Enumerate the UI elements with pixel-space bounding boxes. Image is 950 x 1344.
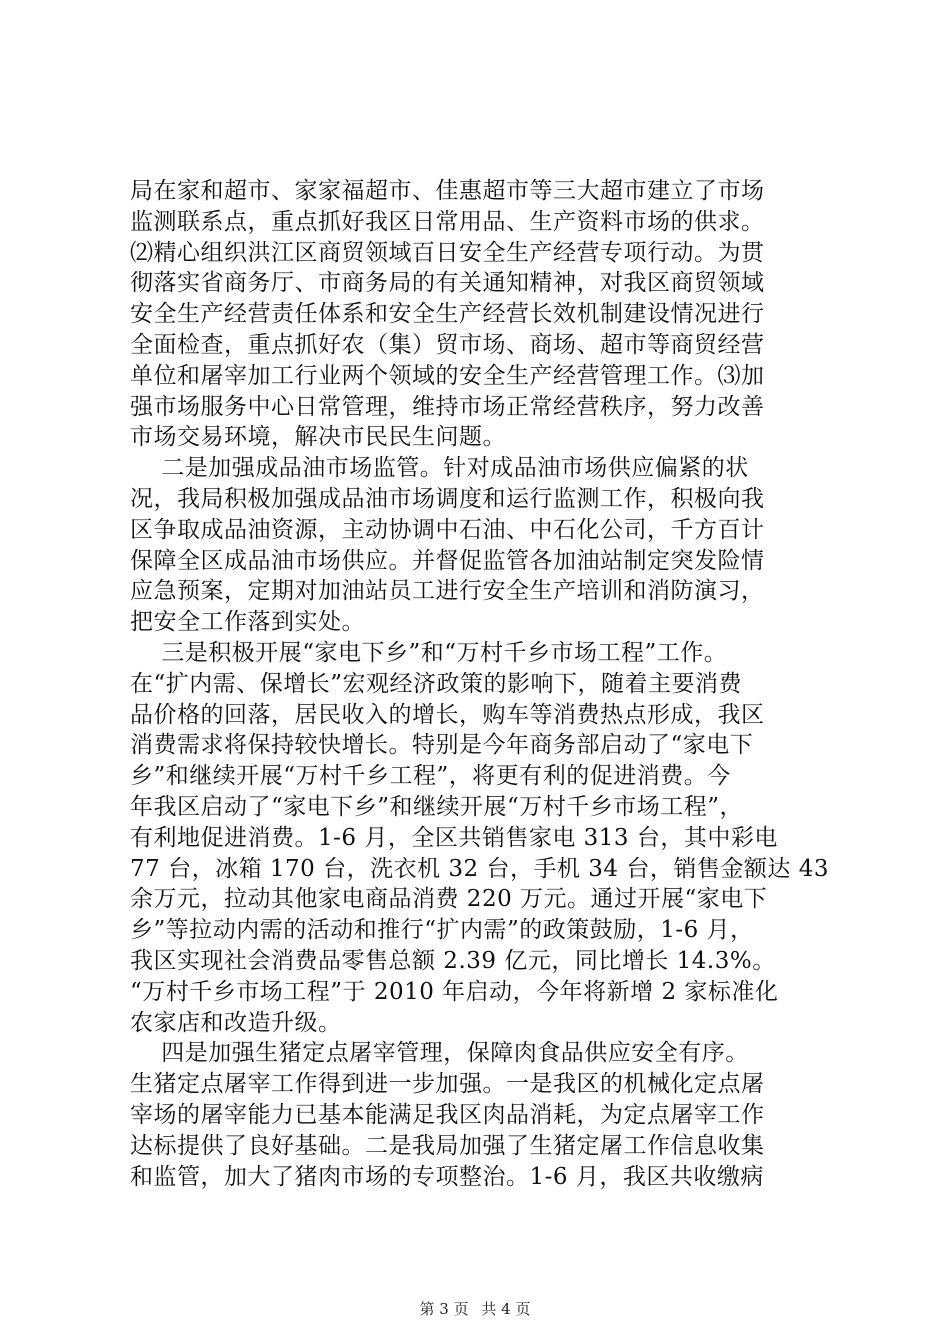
text-line: 生猪定点屠宰工作得到进一步加强。一是我区的机械化定点屠 <box>130 1071 765 1098</box>
text-line: 四是加强生猪定点屠宰管理，保障肉食品供应安全有序。 <box>130 1040 749 1067</box>
text-line: 达标提供了良好基础。二是我局加强了生猪定屠工作信息收集 <box>130 1132 765 1159</box>
text-line: 三是积极开展“家电下乡”和“万村千乡市场工程”工作。 <box>130 639 728 666</box>
text-line: ⑵精心组织洪江区商贸领域百日安全生产经营专项行动。为贯 <box>130 239 765 266</box>
page-footer <box>0 1298 950 1319</box>
text-line: 农家店和改造升级。 <box>130 1009 342 1036</box>
text-line: 市场交易环境，解决市民民生问题。 <box>130 424 506 451</box>
text-line: 单位和屠宰加工行业两个领域的安全生产经营管理工作。⑶加 <box>130 362 765 389</box>
text-line: 全面检查，重点抓好农（集）贸市场、商场、超市等商贸经营 <box>130 331 765 358</box>
text-line: 品价格的回落，居民收入的增长，购车等消费热点形成，我区 <box>130 701 765 728</box>
text-line: 监测联系点，重点抓好我区日常用品、生产资料市场的供求。 <box>130 208 765 235</box>
text-line: 我区实现社会消费品零售总额 2.39 亿元，同比增长 14.3%。 <box>130 947 776 974</box>
text-line: 和监管，加大了猪肉市场的专项整治。1-6 月，我区共收缴病 <box>130 1163 764 1190</box>
text-line: 把安全工作落到实处。 <box>130 609 365 636</box>
text-line: 余万元，拉动其他家电商品消费 220 万元。通过开展“家电下 <box>130 886 768 913</box>
text-line: 在“扩内需、保增长”宏观经济政策的影响下，随着主要消费 <box>130 670 743 697</box>
text-line: 宰场的屠宰能力已基本能满足我区肉品消耗，为定点屠宰工作 <box>130 1101 765 1128</box>
page-total: 共 4 页 <box>481 1300 531 1318</box>
text-line: 消费需求将保持较快增长。特别是今年商务部启动了“家电下 <box>130 732 754 759</box>
text-line: 保障全区成品油市场供应。并督促监管各加油站制定突发险情 <box>130 547 765 574</box>
text-line: 乡”等拉动内需的活动和推行“扩内需”的政策鼓励，1-6 月， <box>130 917 754 944</box>
text-line: 彻落实省商务厅、市商务局的有关通知精神，对我区商贸领域 <box>130 270 765 297</box>
text-line: “万村千乡市场工程”于 2010 年启动，今年将新增 2 家标准化 <box>130 978 779 1005</box>
text-line: 二是加强成品油市场监管。针对成品油市场供应偏紧的状 <box>130 455 749 482</box>
text-line: 有利地促进消费。1-6 月，全区共销售家电 313 台，其中彩电 <box>130 824 778 851</box>
text-line: 况，我局积极加强成品油市场调度和运行监测工作，积极向我 <box>130 485 765 512</box>
text-line: 局在家和超市、家家福超市、佳惠超市等三大超市建立了市场 <box>130 178 765 204</box>
text-line: 应急预案，定期对加油站员工进行安全生产培训和消防演习， <box>130 578 765 605</box>
text-line: 乡”和继续开展“万村千乡工程”，将更有利的促进消费。今 <box>130 763 731 790</box>
text-line: 区争取成品油资源，主动协调中石油、中石化公司，千方百计 <box>130 516 765 543</box>
text-line: 安全生产经营责任体系和安全生产经营长效机制建设情况进行 <box>130 301 765 328</box>
body-text <box>130 176 830 1192</box>
text-line: 77 台，冰箱 170 台，洗衣机 32 台，手机 34 台，销售金额达 43 <box>130 855 829 882</box>
text-line: 年我区启动了“家电下乡”和继续开展“万村千乡市场工程”， <box>130 793 744 820</box>
page-number: 第 3 页 <box>419 1300 469 1318</box>
text-line: 强市场服务中心日常管理，维持市场正常经营秩序，努力改善 <box>130 393 765 420</box>
